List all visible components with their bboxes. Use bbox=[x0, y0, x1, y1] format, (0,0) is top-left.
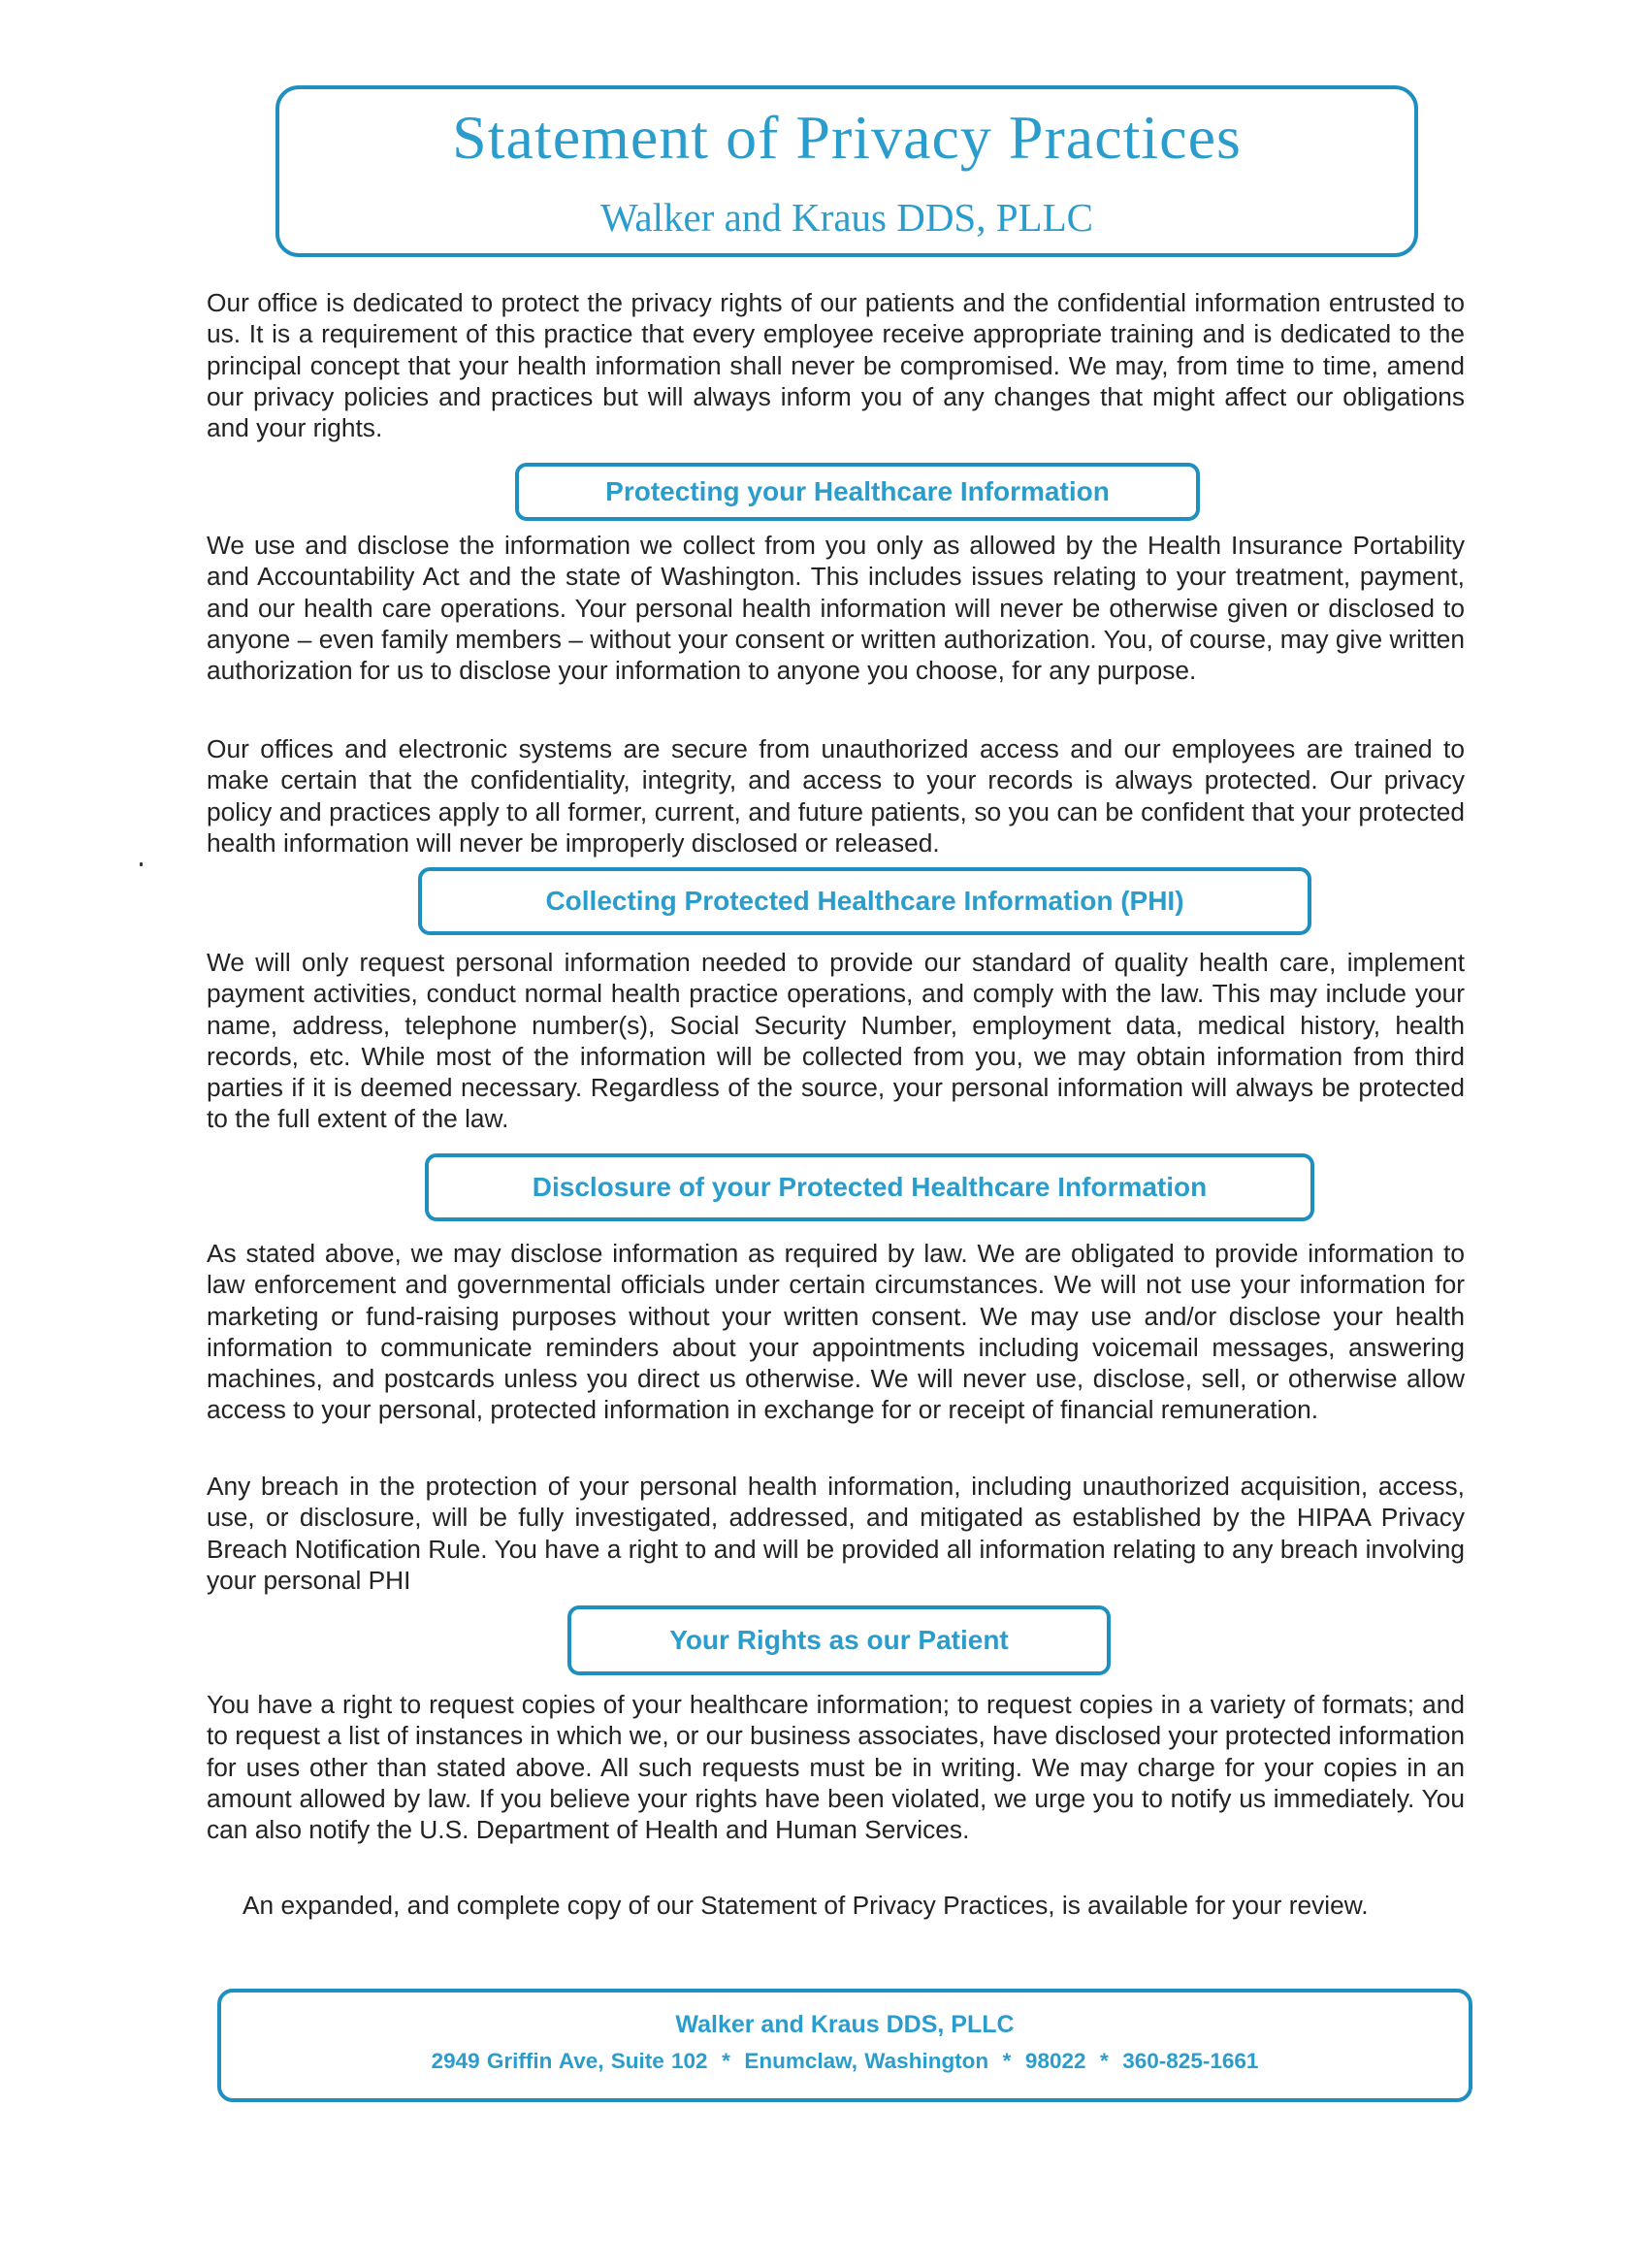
collecting-paragraph: We will only request personal information needed to provide our standard of quality health care, implement payment activities, conduct normal health practice operations, and comply with the law. This may include your name, address, telephone number(s), Social Security Number, employment data, medical history, health records, etc. While most of the information will be collected from you, we may obtain information from third parties if it is deemed necessary. Regardless of the source, your personal information will always be protected to the full extent of the law. bbox=[207, 948, 1465, 1134]
scan-speck bbox=[140, 862, 143, 866]
section-heading-protecting: Protecting your Healthcare Information bbox=[605, 476, 1110, 506]
disclosure-paragraph-1: As stated above, we may disclose information as required by law. We are obligated to provide information to law enforcement and governmental officials under certain circumstances. We will not use your information for marketing or fund-raising purposes without your written consent. We may use and/or disclose your health information to communicate reminders about your appointments including voicemail messages, answering machines, and postcards unless you direct us otherwise. We will never use, disclose, sell, or otherwise allow access to your personal, protected information in exchange for or receipt of financial remuneration. bbox=[207, 1239, 1465, 1425]
section-heading-disclosure: Disclosure of your Protected Healthcare Information bbox=[532, 1172, 1208, 1202]
footer-address: 2949 Griffin Ave, Suite 102 * Enumclaw, Washington * 98022 * 360-825-1661 bbox=[431, 2048, 1259, 2073]
footer-practice-name: Walker and Kraus DDS, PLLC bbox=[675, 2010, 1015, 2038]
section-heading-box-protecting bbox=[515, 463, 1200, 521]
footer-box bbox=[217, 1989, 1472, 2102]
document-title: Statement of Privacy Practices bbox=[452, 103, 1242, 172]
document-subtitle: Walker and Kraus DDS, PLLC bbox=[600, 195, 1093, 240]
disclosure-paragraph-2: Any breach in the protection of your personal health information, including unauthorized acquisition, access, use, or disclosure, will be fully investigated, addressed, and mitigated as established by the HIPAA Privacy Breach Notification Rule. You have a right to and will be provided all information relating to any breach involving your personal PHI bbox=[207, 1472, 1465, 1595]
section-heading-box-rights bbox=[567, 1605, 1111, 1675]
intro-paragraph: Our office is dedicated to protect the privacy rights of our patients and the confidential information entrusted to us. It is a requirement of this practice that every employee receive appropriate training and is dedicated to the principal concept that your health information shall never be compromised. We may, from time to time, amend our privacy policies and practices but will always inform you of any changes that might affect our obligations and your rights. bbox=[207, 288, 1465, 443]
section-heading-box-collecting bbox=[418, 867, 1311, 935]
rights-paragraph: You have a right to request copies of your healthcare information; to request copies in a variety of formats; and to request a list of instances in which we, or our business associates, have disclosed your protected information for uses other than stated above. All such requests must be in writing. We may charge for your copies in an amount allowed by law. If you believe your rights have been violated, we urge you to notify us immediately. You can also notify the U.S. Department of Health and Human Services. bbox=[207, 1690, 1465, 1845]
section-heading-box-disclosure bbox=[425, 1153, 1314, 1221]
section-heading-rights: Your Rights as our Patient bbox=[669, 1625, 1009, 1655]
section-heading-collecting: Collecting Protected Healthcare Information (PHI) bbox=[545, 886, 1184, 916]
protecting-paragraph-1: We use and disclose the information we collect from you only as allowed by the Health Insurance Portability and Accountability Act and the state of Washington. This includes issues relating to your treatment, payment, and our health care operations. Your personal health information will never be otherwise given or disclosed to anyone – even family members – without your consent or written authorization. You, of course, may give written authorization for us to disclose your information to anyone you choose, for any purpose. bbox=[207, 531, 1465, 686]
title-box bbox=[275, 85, 1418, 257]
protecting-paragraph-2: Our offices and electronic systems are secure from unauthorized access and our employees are trained to make certain that the confidentiality, integrity, and access to your records is always protected. Our privacy policy and practices apply to all former, current, and future patients, so you can be confident that your protected health information will never be improperly disclosed or released. bbox=[207, 734, 1465, 858]
closing-statement: An expanded, and complete copy of our Statement of Privacy Practices, is available for your review. bbox=[242, 1891, 1369, 1920]
